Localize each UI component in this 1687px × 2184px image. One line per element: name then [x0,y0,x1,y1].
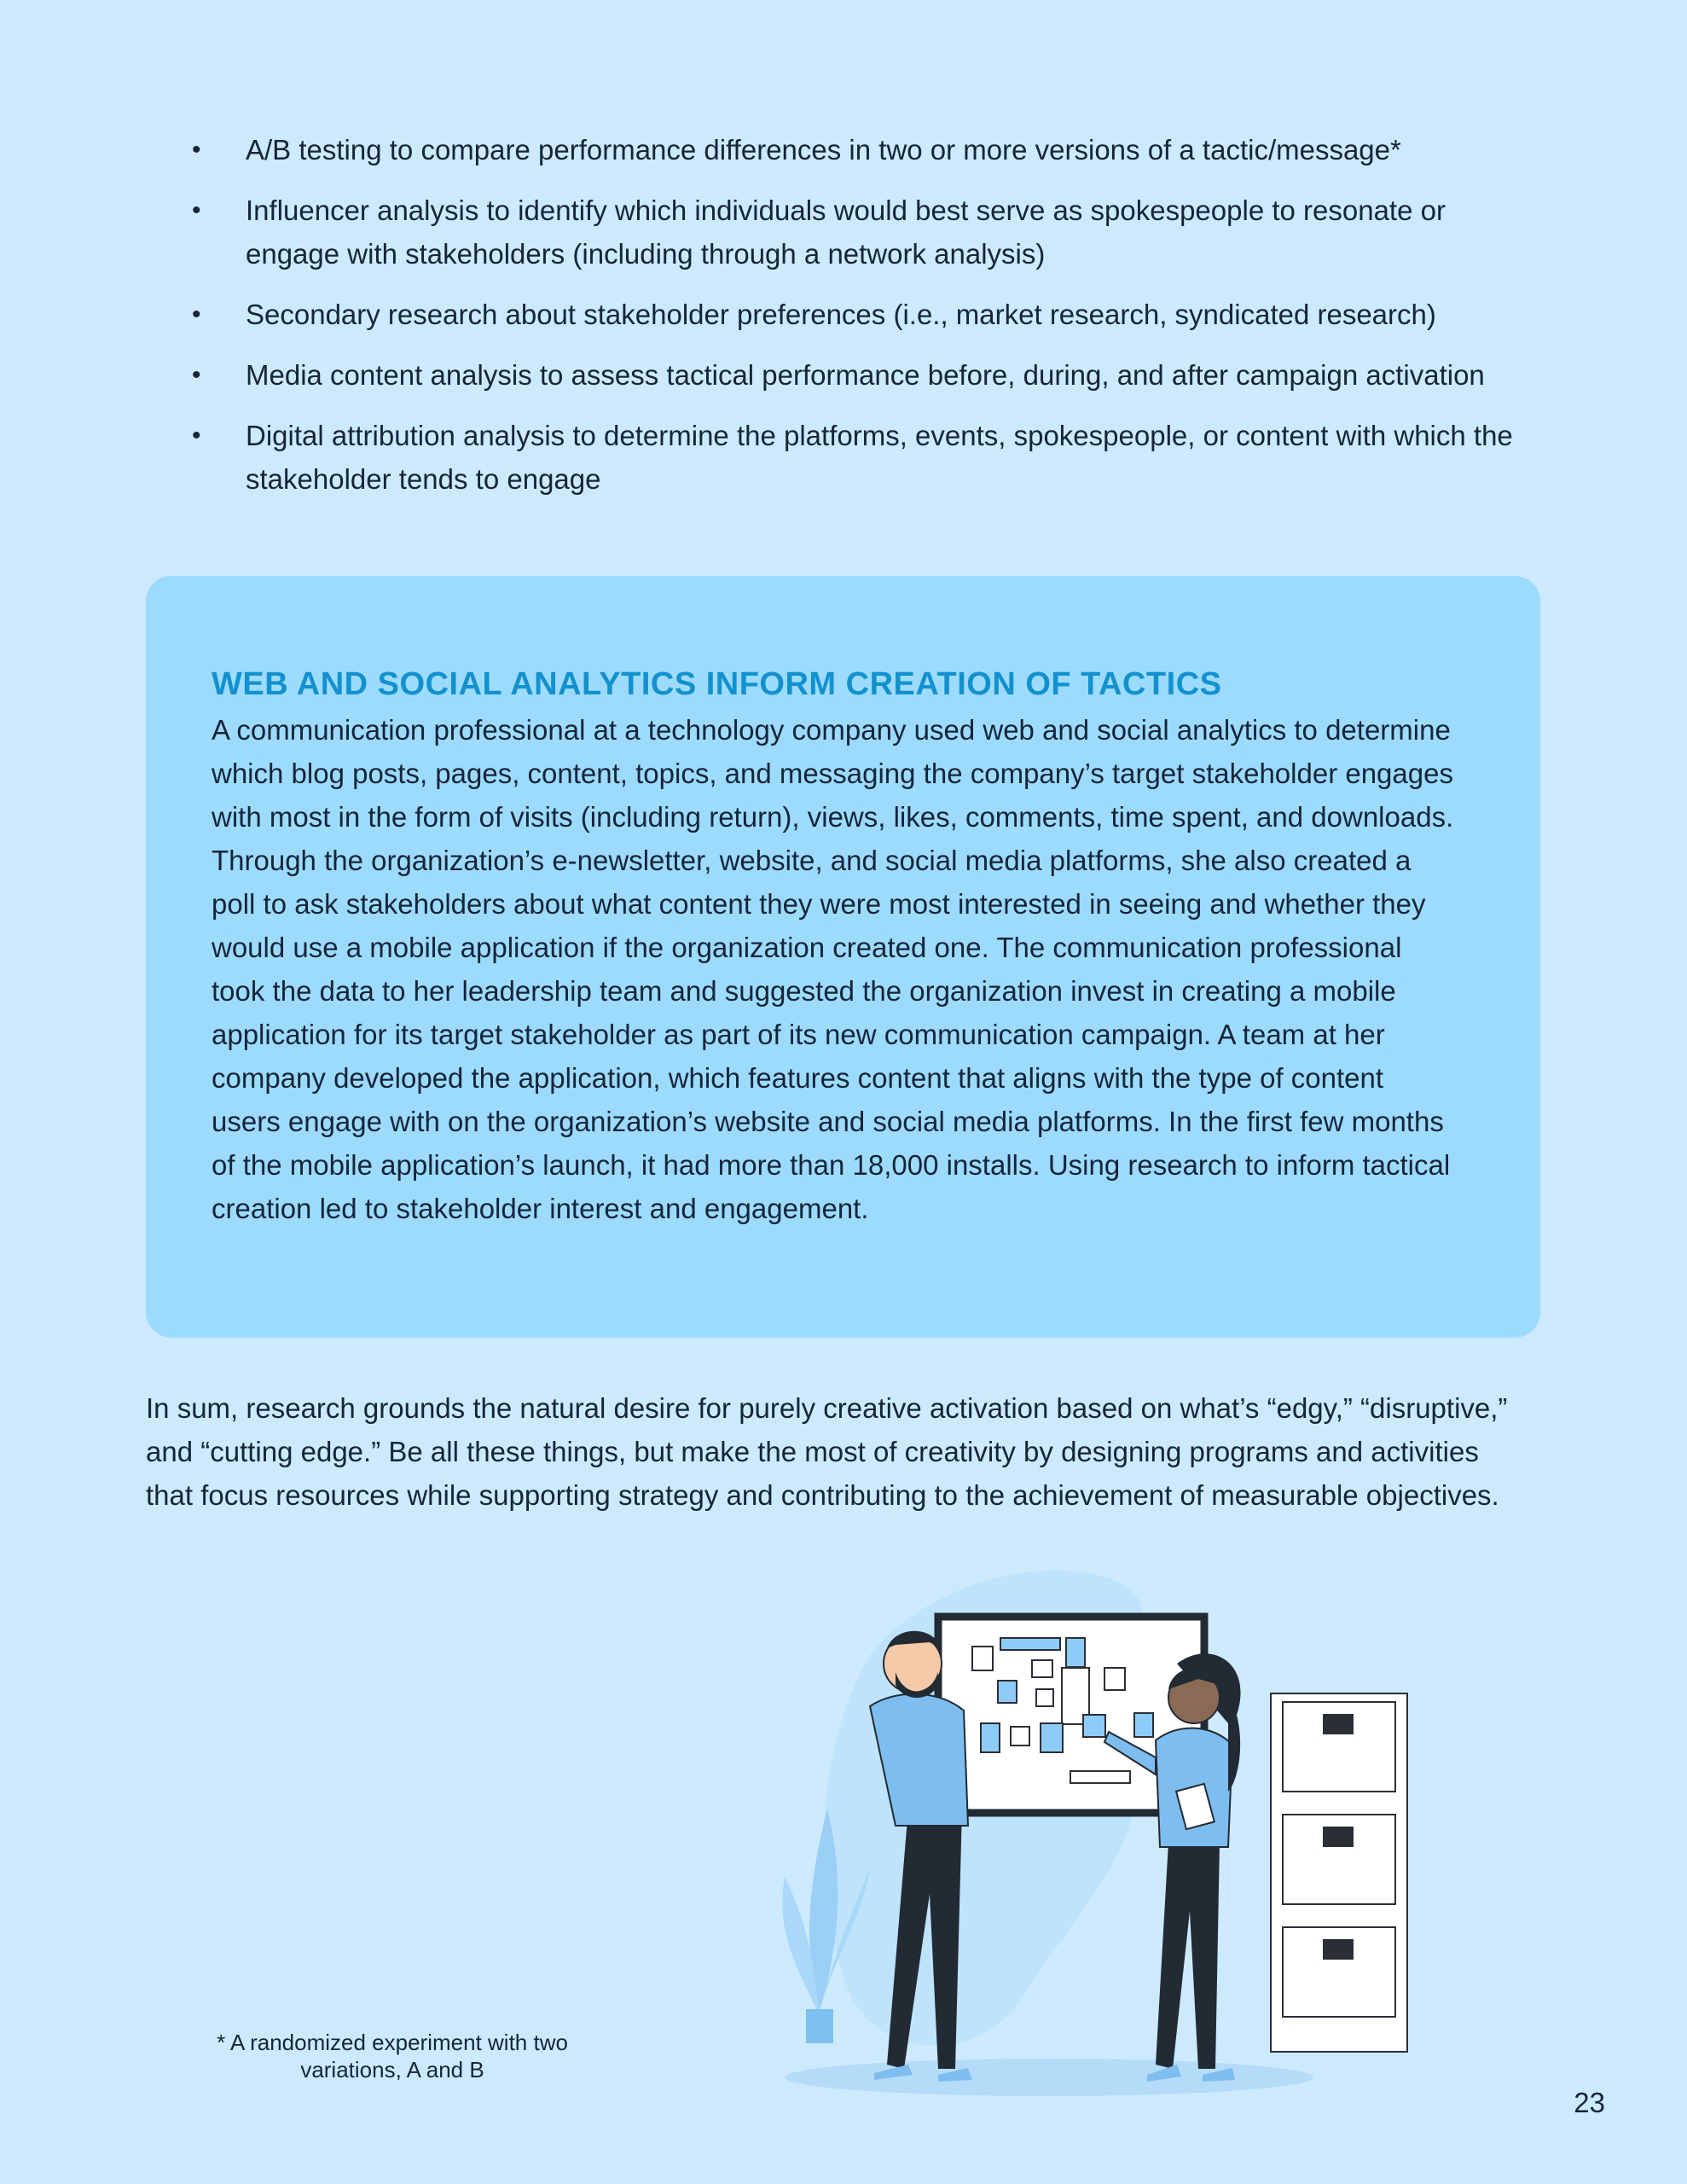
list-item [188,293,1544,336]
case-study-callout [146,576,1540,1338]
callout-body: A communication professional at a technology company used web and social analytics to determine which blog posts, pages, content, topics, and messaging the company’s target stakeholder engages with most in the form of visits (including return), views, likes, comments, time spent, and downloads. Through the organization’s e-newsletter, website, and social media platforms, she also created a poll to ask stakeholders about what content they were most interested in seeing and whether they would use a mobile application if the organization created one. The communication professional took the data to her leadership team and suggested the organization invest in creating a mobile application for its target stakeholder as part of its new communication campaign. A team at her company developed the application, which features content that aligns with the type of content users engage with on the organization’s website and social media platforms. In the first few months of the mobile application’s launch, it had more than 18,000 installs. Using research to inform tactical creation led to stakeholder interest and engagement. [212,714,1454,1224]
footnote: * A randomized experiment with two variations, A and B [217,2030,568,2082]
bullet-icon: • [192,421,201,450]
filing-cabinet [1271,1693,1407,2052]
summary-paragraph: In sum, research grounds the natural desire for purely creative activation based on what’s “edgy,” “disruptive,” and “cutting edge.” Be all these things, but make the most of creativity by designing programs and activities that focus resources while supporting strategy and contributing to the achievement of measurable objectives. [146,1392,1508,1511]
page-number: 23 [1574,2087,1605,2118]
list-item-text: Digital attribution analysis to determine the platforms, events, spokespeople, or content with which the stakeholder tends to engage [246,420,1513,495]
list-item-text: Influencer analysis to identify which individuals would best serve as spokespeople to resonate or engage with stakeholders (including through a network analysis) [246,195,1446,270]
list-item [188,128,1544,171]
list-item [188,353,1544,397]
bullet-icon: • [192,196,201,224]
callout-title: WEB AND SOCIAL ANALYTICS INFORM CREATION OF TACTICS [212,666,1222,702]
team-planning-illustration [768,1553,1450,2107]
list-item [188,189,1544,276]
bullet-icon: • [192,361,201,389]
bullet-icon: • [192,300,201,328]
list-item-text: Media content analysis to assess tactical performance before, during, and after campaign activation [246,359,1485,391]
research-methods-list [188,128,1544,518]
bullet-icon: • [192,136,201,164]
list-item [188,414,1544,501]
list-item-text: Secondary research about stakeholder preferences (i.e., market research, syndicated research) [246,299,1436,330]
list-item-text: A/B testing to compare performance differences in two or more versions of a tactic/message* [246,134,1401,166]
